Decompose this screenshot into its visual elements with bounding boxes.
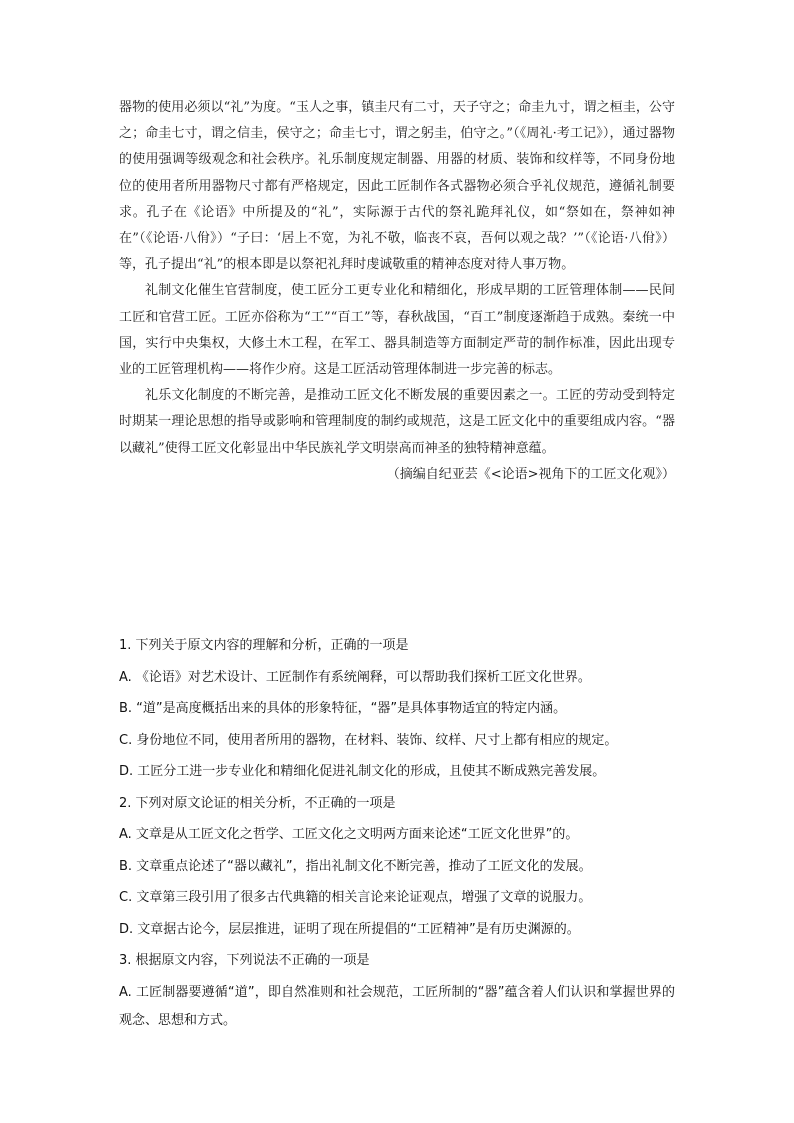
question-2-option-a: A. 文章是从工匠文化之哲学、工匠文化之文明两方面来论述“工匠文化世界”的。 bbox=[119, 827, 579, 842]
question-2-option-c: C. 文章第三段引用了很多古代典籍的相关言论来论证观点，增强了文章的说服力。 bbox=[119, 890, 592, 905]
question-2-option-d: D. 文章据古论今，层层推进，证明了现在所提倡的“工匠精神”是有历史渊源的。 bbox=[119, 921, 580, 937]
question-1-option-a: A. 《论语》对艺术设计、工匠制作有系统阐释，可以帮助我们探析工匠文化世界。 bbox=[119, 669, 591, 685]
question-list bbox=[119, 630, 675, 1035]
passage-paragraph-1: 器物的使用必须以“礼”为度。“玉人之事，镇圭尺有二寸，天子守之；命圭九寸，谓之桓圭，公守之；命圭七寸，谓之信圭，侯守之；命圭七寸，谓之躬圭，伯守之。”（《周礼·考工记》），通过器物的使用强调等级观念和社会秩序。礼乐制度规定制器、用器的材质、装饰和纹样等，不同身份地位的使用者所用器物尺寸都有严格规定，因此工匠制作各式器物必须合乎礼仪规范，遵循礼制要求。孔子在《论语》中所提及的“礼”，实际源于古代的祭礼跪拜礼仪，如“祭如在，祭神如神在”（《论语·八佾》）“子曰：‘居上不宽，为礼不敬，临丧不哀，吾何以观之哉？’”（《论语·八佾》）等，孔子提出“礼”的根本即是以祭祀礼拜时虔诚敬重的精神态度对待人事万物。 bbox=[119, 100, 675, 273]
passage-paragraph-2: 礼制文化催生官营制度，使工匠分工更专业化和精细化，形成早期的工匠管理体制——民间工匠和官营工匠。工匠亦俗称为“工”“百工”等，春秋战国，“百工”制度逐渐趋于成熟。秦统一中国，实行中央集权，大修土木工程，在军工、器具制造等方面制定严苛的制作标准，因此出现专业的工匠管理机构——将作少府。这是工匠活动管理体制进一步完善的标志。 bbox=[119, 283, 675, 378]
question-1-option-c: C. 身份地位不同，使用者所用的器物，在材料、装饰、纹样、尺寸上都有相应的规定。 bbox=[119, 732, 618, 748]
question-1-stem: 1. 下列关于原文内容的理解和分析，正确的一项是 bbox=[119, 638, 409, 653]
question-2-stem: 2. 下列对原文论证的相关分析，不正确的一项是 bbox=[119, 795, 396, 811]
passage-source: （摘编自纪亚芸《<论语>视角下的工匠文化观》） bbox=[386, 466, 675, 482]
question-2-option-b: B. 文章重点论述了“器以藏礼”，指出礼制文化不断完善，推动了工匠文化的发展。 bbox=[119, 858, 592, 874]
reading-passage bbox=[119, 95, 675, 488]
question-1-option-d: D. 工匠分工进一步专业化和精细化促进礼制文化的形成，且使其不断成熟完善发展。 bbox=[119, 764, 606, 779]
question-3-option-a: A. 工匠制器要遵循“道”，即自然准则和社会规范，工匠所制的“器”蕴含着人们认识和掌握世界的观念、思想和方式。 bbox=[119, 984, 675, 1028]
question-1-option-b: B. “道”是高度概括出来的具体的形象特征，“器”是具体事物适宜的特定内涵。 bbox=[119, 701, 567, 716]
passage-paragraph-3: 礼乐文化制度的不断完善，是推动工匠文化不断发展的重要因素之一。工匠的劳动受到特定时期某一理论思想的指导或影响和管理制度的制约或规范，这是工匠文化中的重要组成内容。“器以藏礼”使得工匠文化彰显出中华民族礼学文明崇高而神圣的独特精神意蕴。 bbox=[119, 388, 675, 456]
question-3-stem: 3. 根据原文内容，下列说法不正确的一项是 bbox=[119, 953, 370, 968]
